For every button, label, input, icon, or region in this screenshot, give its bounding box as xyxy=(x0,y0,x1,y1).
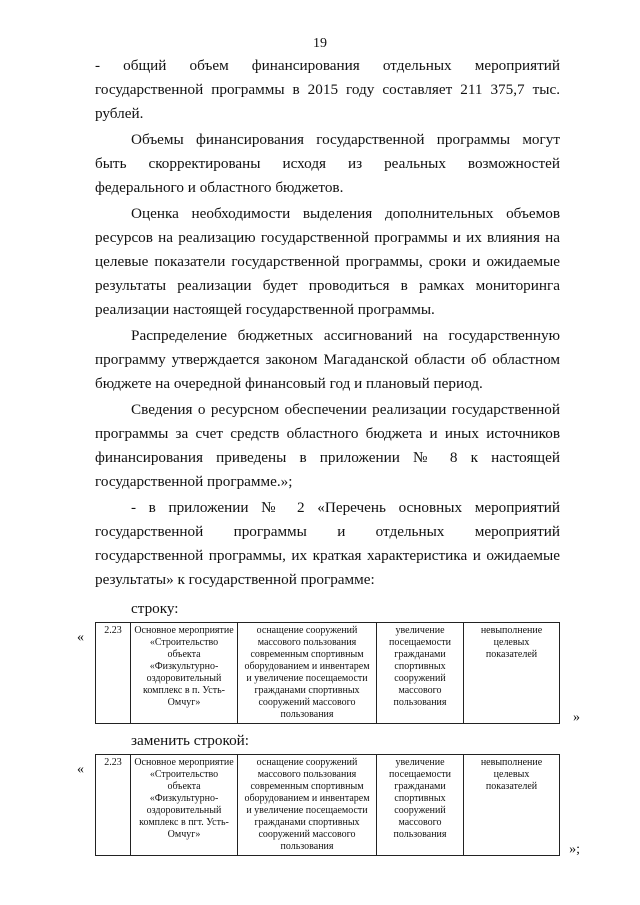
old-cell-number: 2.23 xyxy=(96,623,131,724)
new-cell-number: 2.23 xyxy=(96,755,131,856)
page-number: 19 xyxy=(313,36,327,51)
new-row-block xyxy=(77,754,580,857)
label-new-row: заменить строкой: xyxy=(131,732,250,749)
label-old-row: строку: xyxy=(131,600,179,617)
paragraph-adjustment: Объемы финансирования государственной программы могут быть скорректированы исходя из реальных возможностей федерального и областного бюджетов. xyxy=(95,131,560,196)
new-cell-result: увеличение посещаемости гражданами спортивных сооружений массового пользования xyxy=(377,755,464,856)
document-body xyxy=(77,54,580,860)
old-row-table xyxy=(95,622,560,724)
table-row xyxy=(96,623,560,724)
paragraph-resource-info: Сведения о ресурсном обеспечении реализации государственной программы за счет средств областного бюджета и иных источников финансирования приведены в приложении № 8 к настоящей государственной программе.»; xyxy=(95,401,560,490)
old-row-block xyxy=(77,622,580,725)
old-cell-description: оснащение сооружений массового пользования современным спортивным оборудованием и инвентарем и увеличение посещаемости гражданами спортивных сооружений массового пользования xyxy=(238,623,377,724)
paragraph-appendix-2: - в приложении № 2 «Перечень основных мероприятий государственной программы и отдельных мероприятий государственной программы, их краткая характеристика и ожидаемые результаты» к государственной программе: xyxy=(95,499,560,588)
old-cell-event: Основное мероприятие «Строительство объекта «Физкультурно-оздоровительный комплекс в п. Усть-Омчуг» xyxy=(131,623,238,724)
old-row-quote-open: « xyxy=(77,630,84,645)
old-cell-result: увеличение посещаемости гражданами спортивных сооружений массового пользования xyxy=(377,623,464,724)
new-cell-consequence: невыполнение целевых показателей xyxy=(464,755,560,856)
paragraph-distribution: Распределение бюджетных ассигнований на государственную программу утверждается законом Магаданской области об областном бюджете на очередной финансовый год и плановый период. xyxy=(95,327,560,392)
new-row-quote-close: »; xyxy=(569,842,580,857)
old-cell-consequence: невыполнение целевых показателей xyxy=(464,623,560,724)
paragraph-funding-2015: - общий объем финансирования отдельных мероприятий государственной программы в 2015 году составляет 211 375,7 тыс. рублей. xyxy=(95,57,560,122)
new-cell-description: оснащение сооружений массового пользования современным спортивным оборудованием и инвентарем и увеличение посещаемости гражданами спортивных сооружений массового пользования xyxy=(238,755,377,856)
new-cell-event: Основное мероприятие «Строительство объекта «Физкультурно-оздоровительный комплекс в пгт. Усть-Омчуг» xyxy=(131,755,238,856)
new-row-table xyxy=(95,754,560,856)
table-row xyxy=(96,755,560,856)
paragraph-assessment: Оценка необходимости выделения дополнительных объемов ресурсов на реализацию государственной программы и их влияния на целевые показатели государственной программы, сроки и ожидаемые результаты реализации будет проводиться в рамках мониторинга реализации настоящей государственной программы. xyxy=(95,205,560,318)
old-row-quote-close: » xyxy=(573,710,580,725)
new-row-quote-open: « xyxy=(77,762,84,777)
